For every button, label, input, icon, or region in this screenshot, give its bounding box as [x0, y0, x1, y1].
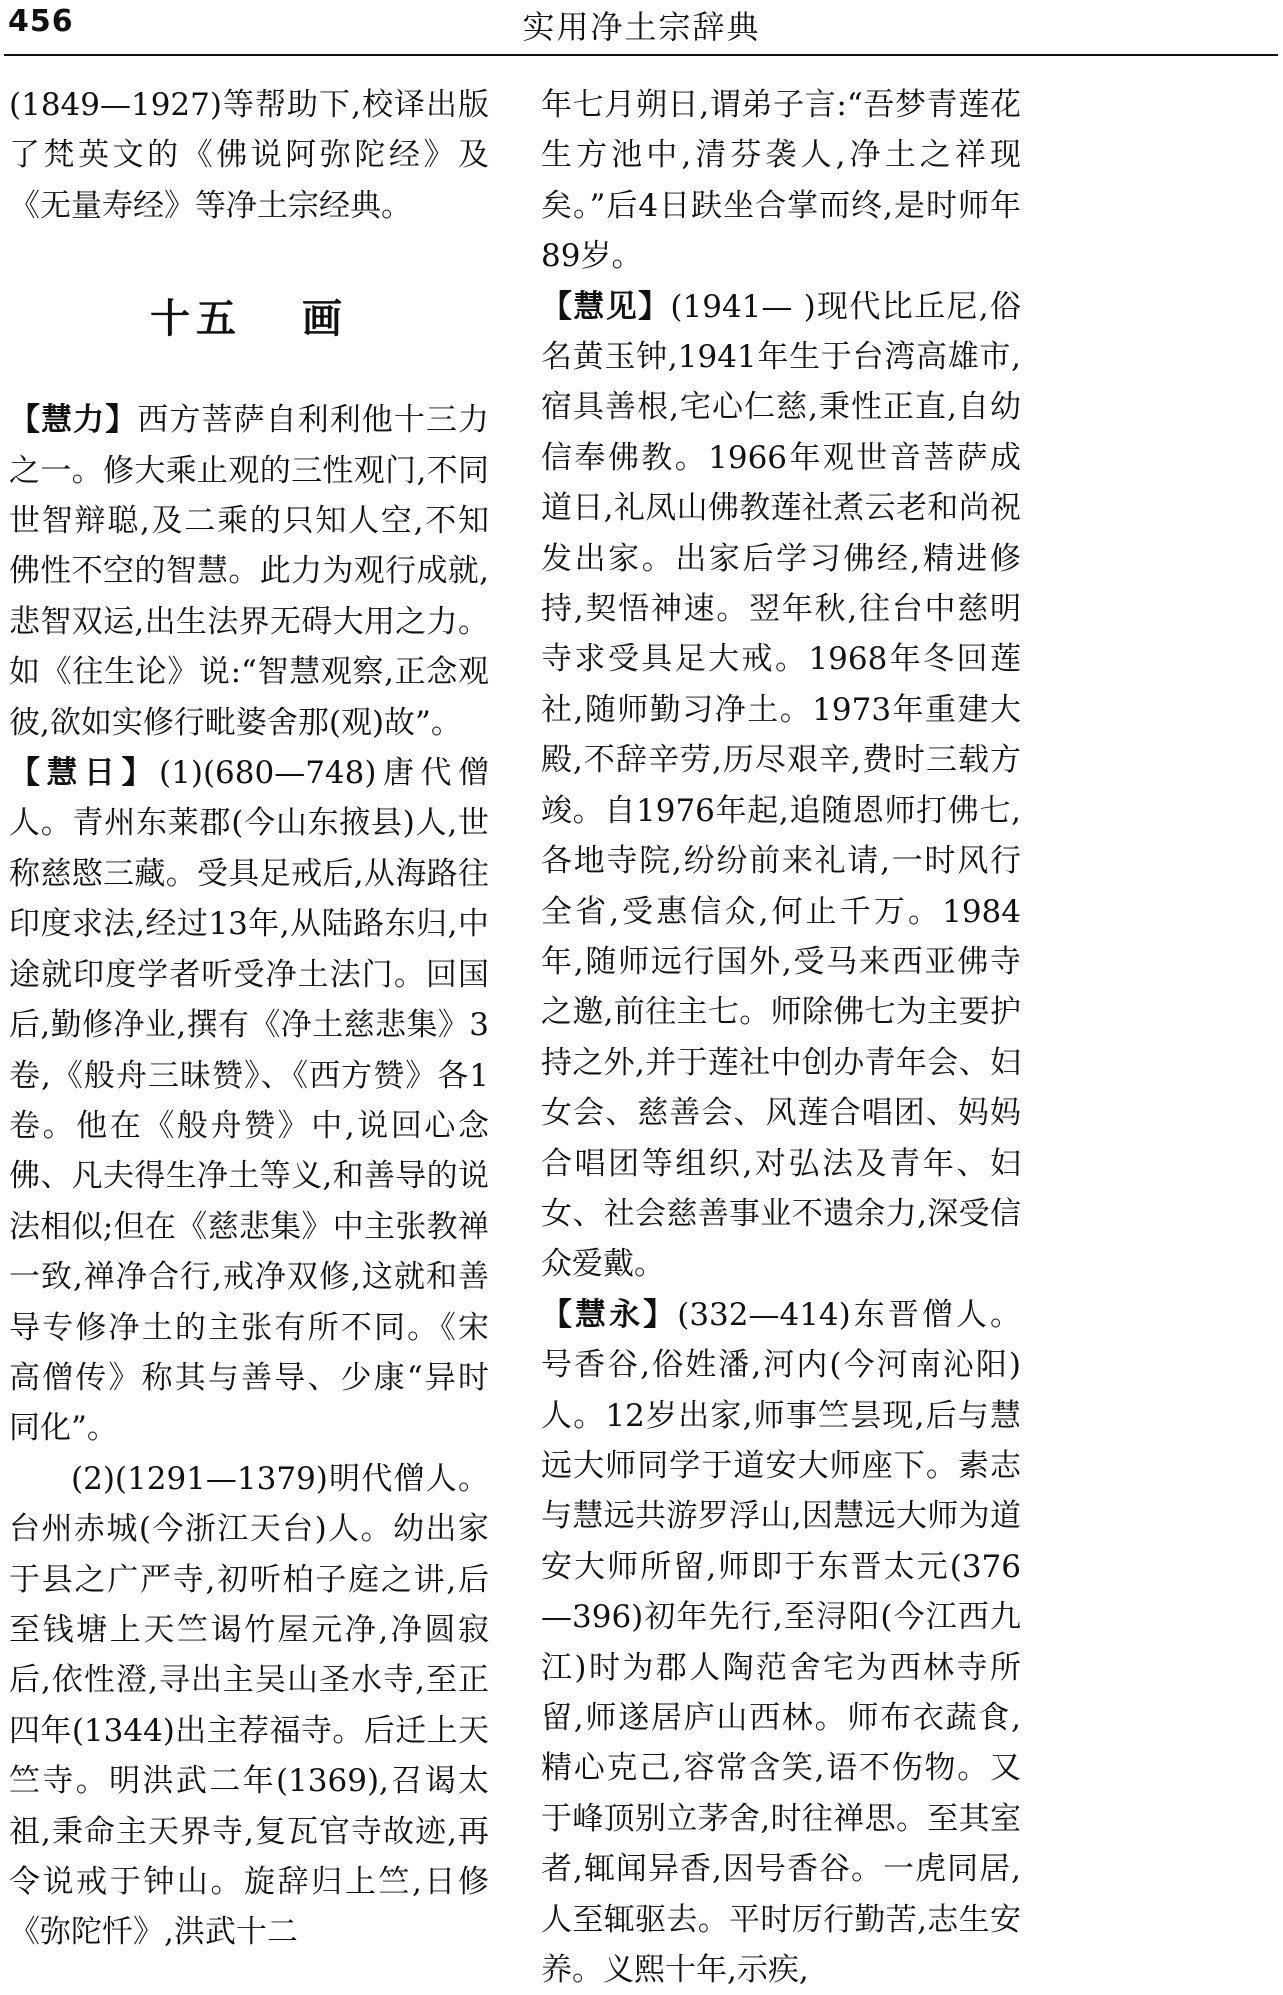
dictionary-entry	[541, 1290, 1021, 1995]
page-header	[0, 0, 1283, 60]
entry-text: (2)(1291—1379)明代僧人。台州赤城(今浙江天台)人。幼出家于县之广严寺,初听柏子庭之讲,后至钱塘上天竺谒竹屋元净,净圆寂后,依性澄,寻出主吴山圣水寺,至正四年(1344)出主荐福寺。后迁上天竺寺。明洪武二年(1369),召谒太祖,秉命主天界寺,复瓦官寺故迹,再令说戒于钟山。旋辞归上竺,日修《弥陀忏》,洪武十二	[9, 1460, 489, 1951]
dictionary-entry-continuation	[9, 1454, 489, 1958]
dictionary-entry	[541, 282, 1021, 1290]
right-column	[541, 80, 1021, 1995]
running-title: 实用净土宗辞典	[522, 8, 761, 46]
entry-text: (332—414)东晋僧人。号香谷,俗姓潘,河内(今河南沁阳)人。12岁出家,师事竺昙现,后与慧远大师同学于道安大师座下。素志与慧远共游罗浮山,因慧远大师为道安大师所留,师即于东晋太元(376—396)初年先行,至浔阳(今江西九江)时为郡人陶范舍宅为西林寺所留,师遂居庐山西林。师布衣蔬食,精心克己,容常含笑,语不伤物。又于峰顶别立茅舍,时往禅思。至其室者,辄闻异香,因号香谷。一虎同居,人至辄驱去。平时厉行勤苦,志生安养。义熙十年,示疾,	[541, 1296, 1022, 1989]
entry-text: (1941— )现代比丘尼,俗名黄玉钟,1941年生于台湾高雄市,宿具善根,宅心仁慈,秉性正直,自幼信奉佛教。1966年观世音菩萨成道日,礼凤山佛教莲社煮云老和尚祝发出家。出家后学习佛经,精进修持,契悟神速。翌年秋,往台中慈明寺求受具足大戒。1968年冬回莲社,随师勤习净土。1973年重建大殿,不辞辛劳,历尽艰辛,费时三载方竣。自1976年起,追随恩师打佛七,各地寺院,纷纷前来礼请,一时风行全省,受惠信众,何止千万。1984年,随师远行国外,受马来西亚佛寺之邀,前往主七。师除佛七为主要护持之外,并于莲社中创办青年会、妇女会、慈善会、风莲合唱团、妈妈合唱团等组织,对弘法及青年、妇女、社会慈善事业不遗余力,深受信众爱戴。	[541, 288, 1021, 1283]
dictionary-entry	[9, 748, 489, 1454]
dictionary-entry	[9, 395, 489, 748]
entry-text: (1)(680—748)唐代僧人。青州东莱郡(今山东掖县)人,世称慈愍三藏。受具足戒后,从海路往印度求法,经过13年,从陆路东归,中途就印度学者听受净土法门。回国后,勤修净业,撰有《净土慈悲集》3卷,《般舟三昧赞》、《西方赞》各1卷。他在《般舟赞》中,说回心念佛、凡夫得生净土等义,和善导的说法相似;但在《慈悲集》中主张教禅一致,禅净合行,戒净双修,这就和善导专修净土的主张有所不同。《宋高僧传》称其与善导、少康“异时同化”。	[9, 755, 489, 1447]
continued-paragraph: (1849—1927)等帮助下,校译出版了梵英文的《佛说阿弥陀经》及《无量寿经》等净土宗经典。	[9, 87, 489, 224]
entry-headword: 【慧永】	[541, 1296, 678, 1333]
entry-headword: 【慧见】	[541, 288, 671, 325]
entry-headword: 【慧力】	[9, 402, 138, 439]
section-heading: 十五 画	[150, 295, 348, 343]
entry-text: 西方菩萨自利利他十三力之一。修大乘止观的三性观门,不同世智辩聪,及二乘的只知人空,不知佛性不空的智慧。此力为观行成就,悲智双运,出生法界无碍大用之力。如《往生论》说:“智慧观察,正念观彼,欲如实修行毗婆舍那(观)故”。	[9, 402, 490, 741]
entry-headword: 【慧日】	[9, 755, 160, 792]
page-number: 456	[8, 4, 74, 39]
left-column	[9, 80, 489, 1958]
continued-paragraph: 年七月朔日,谓弟子言:“吾梦青莲花生方池中,清芬袭人,净土之祥现矣。”后4日趺坐合掌而终,是时师年89岁。	[541, 87, 1021, 275]
header-rule	[4, 54, 1278, 56]
